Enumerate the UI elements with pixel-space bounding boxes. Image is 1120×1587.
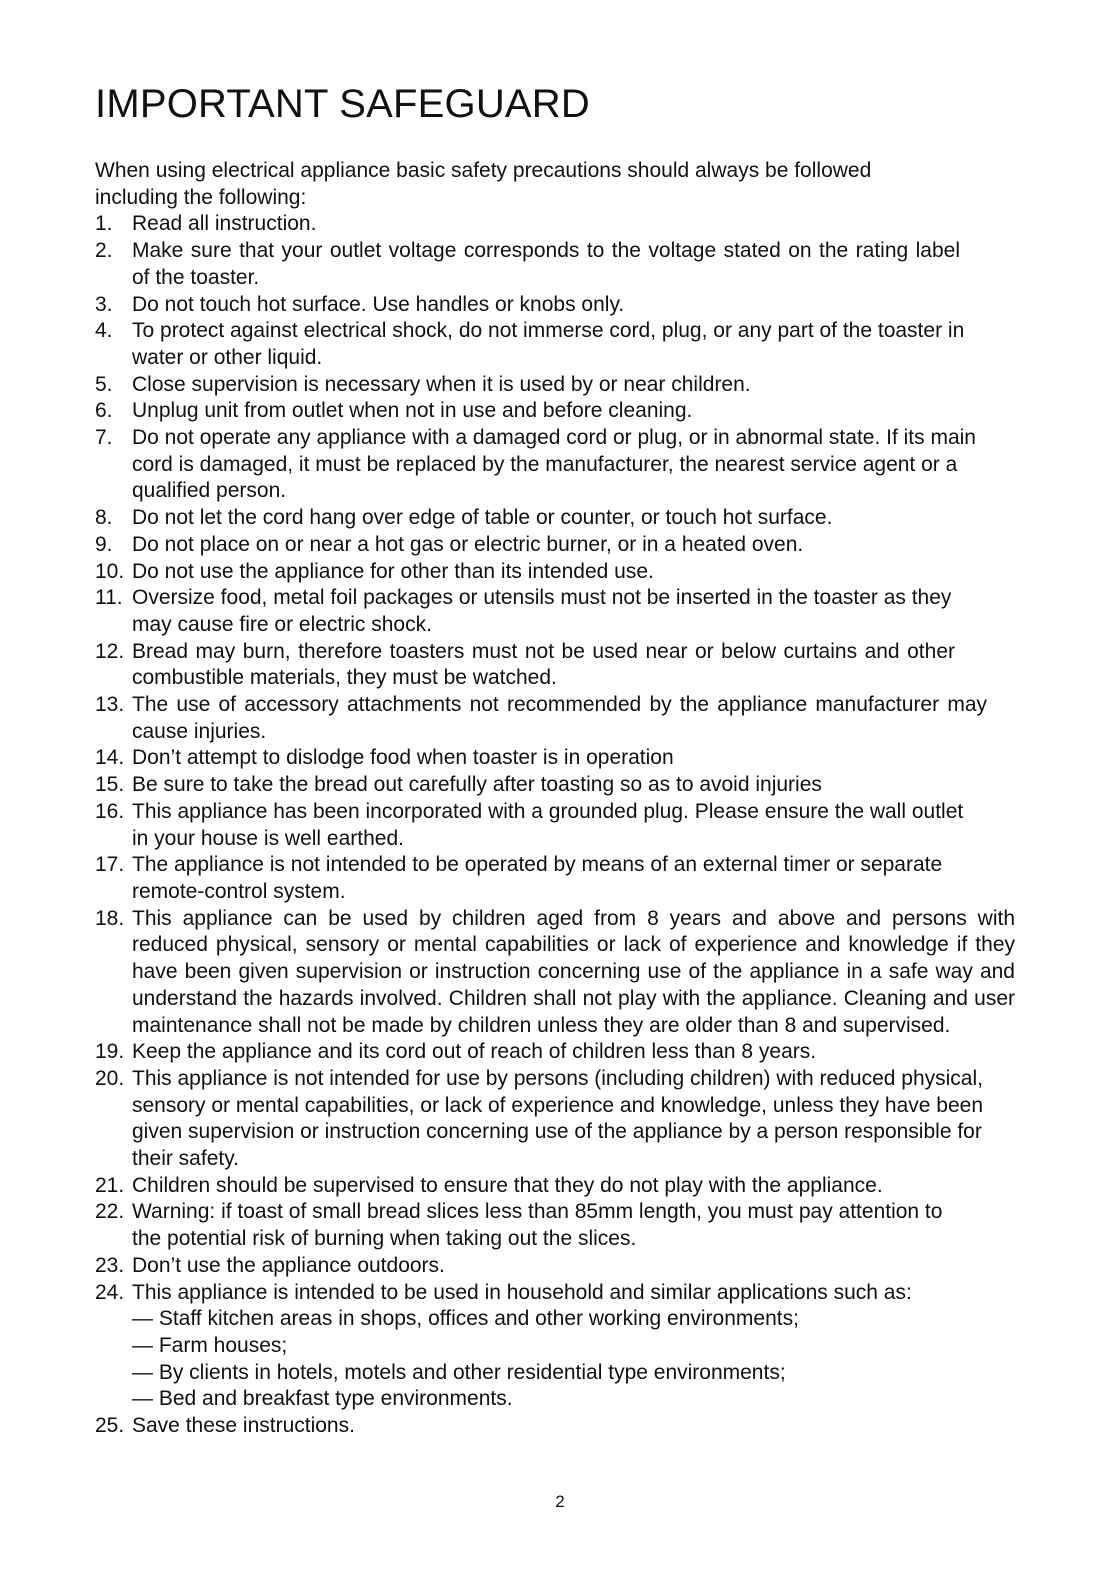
item-text: Read all instruction. [132,212,317,236]
item-text: This appliance can be used by children aged from 8 years and above and persons with reduced physical, sensory or mental capabilities or lack of experience and knowledge if they have been given supervision or instruction concerning use of the appliance in a safe way and understand the hazards involved. Children shall not play with the appliance. Cleaning and user maintenance shall not be made by children unless they are older than 8 and supervised. [132,906,1015,1037]
item-text: Close supervision is necessary when it is used by or near children. [132,372,751,396]
item-text: This appliance has been incorporated with a grounded plug. Please ensure the wall outlet in your house is well earthed. [132,799,964,850]
list-item [95,1253,1015,1280]
item-number: 16. [95,799,125,823]
item-number: 1. [95,212,113,236]
item-number: 23. [95,1253,125,1277]
sub-item: — By clients in hotels, motels and other residential type environments; [132,1360,786,1384]
list-item [95,372,1015,399]
item-text: Warning: if toast of small bread slices less than 85mm length, you must pay attention to the potential risk of burning when taking out the slices. [132,1200,943,1251]
item-text: This appliance is intended to be used in household and similar applications such as: [132,1280,912,1304]
item-text: To protect against electrical shock, do not immerse cord, plug, or any part of the toaster in water or other liquid. [132,319,965,369]
item-number: 4. [95,319,113,343]
list-item [95,211,1015,238]
item-text: Children should be supervised to ensure that they do not play with the appliance. [132,1173,883,1197]
item-text: Save these instructions. [132,1414,355,1438]
item-number: 21. [95,1173,125,1197]
item-number: 2. [95,239,113,263]
list-item [95,532,1015,559]
list-item [95,799,1015,852]
list-item [95,292,1015,319]
item-number: 12. [95,639,125,663]
list-item [95,1066,1015,1173]
page-title: IMPORTANT SAFEGUARD [95,82,590,126]
item-number: 25. [95,1414,125,1438]
item-text: Do not place on or near a hot gas or electric burner, or in a heated oven. [132,532,804,556]
sub-item: — Farm houses; [132,1333,288,1357]
item-text: The appliance is not intended to be operated by means of an external timer or separate remote-control system. [132,853,943,903]
item-number: 18. [95,906,125,930]
document-body [95,158,1015,1440]
list-item [95,1039,1015,1066]
item-number: 13. [95,693,125,717]
item-text: Don’t attempt to dislodge food when toaster is in operation [132,746,674,770]
item-number: 20. [95,1066,125,1090]
list-item [95,505,1015,532]
item-number: 3. [95,292,113,316]
safeguard-list [95,211,1015,1439]
item-text: Be sure to take the bread out carefully after toasting so as to avoid injuries [132,773,822,797]
list-item [95,585,1015,638]
item-number: 14. [95,746,125,770]
list-item [95,1280,1015,1414]
item-text: The use of accessory attachments not recommended by the appliance manufacturer may cause injuries. [132,693,987,743]
item-number: 17. [95,853,125,877]
item-text: Do not operate any appliance with a damaged cord or plug, or in abnormal state. If its main cord is damaged, it must be replaced by the manufacturer, the nearest service agent or a qualified person. [132,426,976,503]
item-number: 9. [95,532,113,556]
list-item [95,1199,1015,1252]
list-item [95,1173,1015,1200]
list-item [95,772,1015,799]
item-text: Do not use the appliance for other than its intended use. [132,559,654,583]
list-item [95,425,1015,505]
list-item [95,238,1015,291]
sub-item: — Staff kitchen areas in shops, offices and other working environments; [132,1307,799,1331]
item-text: Don’t use the appliance outdoors. [132,1253,445,1277]
item-number: 6. [95,399,113,423]
item-number: 8. [95,506,113,530]
item-number: 19. [95,1040,125,1064]
item-text: Oversize food, metal foil packages or utensils must not be inserted in the toaster as they may cause fire or electric shock. [132,586,952,636]
list-item [95,692,1015,745]
item-number: 11. [95,586,123,610]
item-text: Do not touch hot surface. Use handles or knobs only. [132,292,625,316]
list-item [95,906,1015,1040]
item-number: 22. [95,1200,125,1224]
page-number: 2 [555,1492,565,1511]
list-item [95,639,1015,692]
item-text: Bread may burn, therefore toasters must not be used near or below curtains and other combustible materials, they must be watched. [132,639,955,690]
list-item [95,745,1015,772]
list-item [95,1413,1015,1440]
list-item [95,398,1015,425]
list-item [95,318,1015,371]
item-number: 7. [95,426,113,450]
item-text: Keep the appliance and its cord out of reach of children less than 8 years. [132,1040,817,1064]
list-item [95,559,1015,586]
item-text: Unplug unit from outlet when not in use and before cleaning. [132,399,693,423]
item-number: 10. [95,559,125,583]
item-number: 5. [95,372,113,396]
item-text: This appliance is not intended for use by persons (including children) with reduced physical, sensory or mental capabilities, or lack of experience and knowledge, unless they have been given supervision or instruction concerning use of the appliance by a person responsible for their safety. [132,1066,984,1171]
intro-paragraph: When using electrical appliance basic safety precautions should always be followed including the following: [95,159,872,209]
item-number: 15. [95,773,125,797]
list-item [95,852,1015,905]
item-text: Do not let the cord hang over edge of table or counter, or touch hot surface. [132,506,833,530]
sub-item: — Bed and breakfast type environments. [132,1387,513,1411]
item-number: 24. [95,1280,125,1304]
item-text: Make sure that your outlet voltage corresponds to the voltage stated on the rating label of the toaster. [132,239,960,289]
